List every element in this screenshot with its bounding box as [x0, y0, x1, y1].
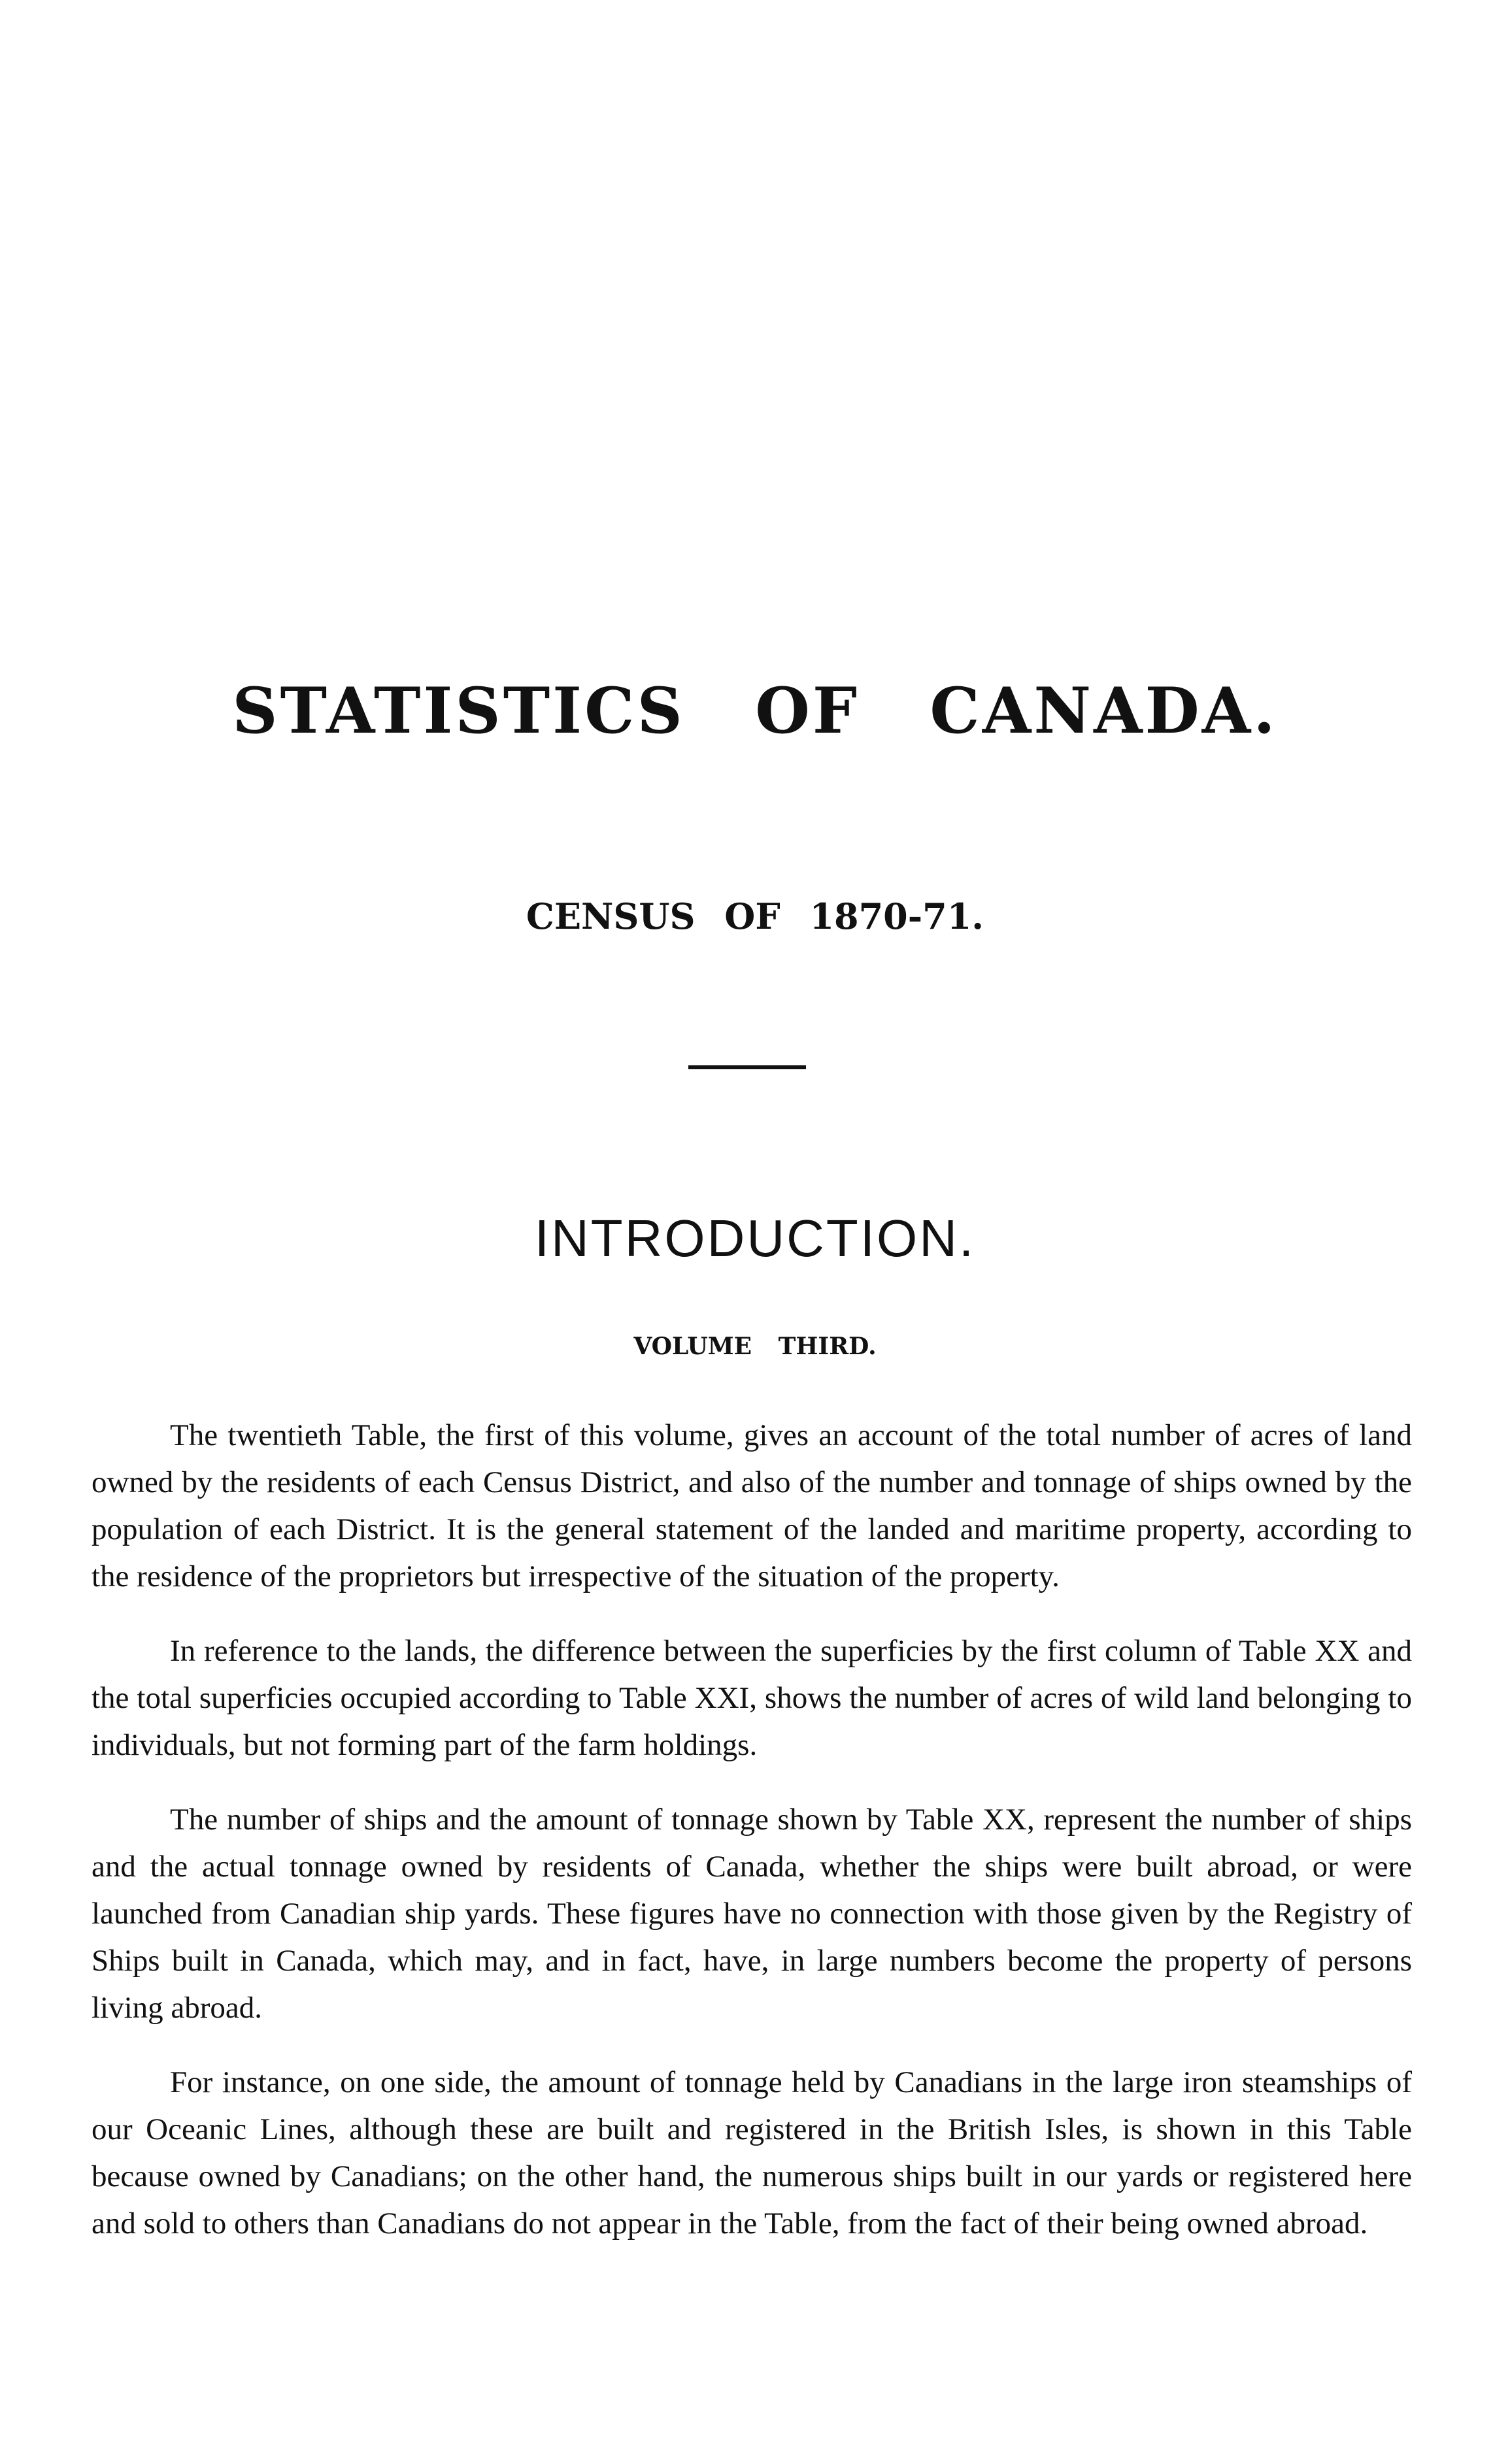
section-heading: INTRODUCTION. — [534, 1209, 976, 1267]
paragraph-3: The number of ships and the amount of tonnage shown by Table XX, represent the number of ships and the actual tonnage owned by residents of Canada, whether the ships were built abroad, or were launched from Canadian ship yards. These figures have no connection with those given by the Registry of Ships built in Canada, which may, and in fact, have, in large numbers become the property of persons living abroad. — [92, 1803, 1412, 2025]
volume-label: VOLUME THIRD. — [633, 1333, 877, 1360]
document-title: STATISTICS OF CANADA. — [232, 674, 1278, 748]
divider-rule — [688, 1065, 806, 1069]
paragraph-1: The twentieth Table, the first of this volume, gives an account of the total number of acres of land owned by the residents of each Census District, and also of the number and tonnage of ships owned by the population of each District. It is the general statement of the landed and maritime property, according to the residence of the proprietors but irrespective of the situation of the property. — [92, 1418, 1412, 1593]
census-subtitle: CENSUS OF 1870-71. — [526, 895, 984, 937]
paragraph-2: In reference to the lands, the difference between the superficies by the first column of Table XX and the total superficies occupied according to Table XXI, shows the number of acres of wild land belonging to individuals, but not forming part of the farm holdings. — [92, 1634, 1412, 1762]
body-text — [92, 1412, 1412, 2274]
paragraph-4: For instance, on one side, the amount of tonnage held by Canadians in the large iron steamships of our Oceanic Lines, although these are built and registered in the British Isles, is shown in this Table because owned by Canadians; on the other hand, the numerous ships built in our yards or registered here and sold to others than Canadians do not appear in the Table, from the fact of their being owned abroad. — [92, 2065, 1412, 2240]
